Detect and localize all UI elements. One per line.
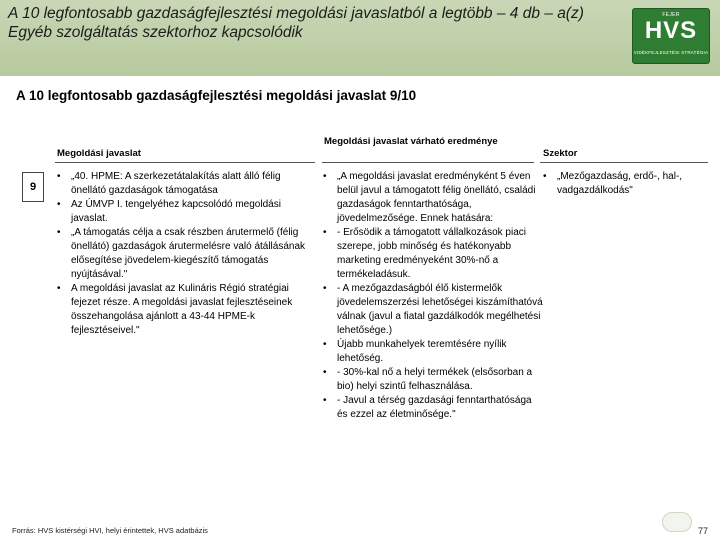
column-header-sector: Szektor [543,148,578,159]
footer-source: Forrás: HVS kistérségi HVI, helyi érintettek, HVS adatbázis [12,526,208,535]
result-item: • - Javul a térség gazdasági fenntarthatósága és ezzel az életminősége." [322,394,544,422]
proposal-item: • „40. HPME: A szerkezetátalakítás alatt álló félig önellátó gazdaságok támogatása [56,170,318,198]
footer-emblem-icon [662,512,692,532]
proposal-list [56,170,318,338]
proposal-item: • „A támogatás célja a csak részben árutermelő (félig önellátó) gazdaságok árutermelésre való átállásának elősegítése jövedelem-kiegészítő támogatás nyújtásával." [56,226,318,282]
hvs-logo [632,8,710,64]
result-item: • Újabb munkahelyek teremtésére nyílik lehetőség. [322,338,544,366]
header-divider-result [322,162,534,163]
section-title: A 10 legfontosabb gazdaságfejlesztési megoldási javaslat 9/10 [16,88,417,103]
sector-list [542,170,712,198]
row-number: 9 [22,172,44,202]
logo-main-text: HVS [644,17,698,44]
result-item: • - Erősödik a támogatott vállalkozások piaci szerepe, jobb minőség és hatékonyabb marketing eredményeként 30%-nő a termékeladásuk. [322,226,544,282]
sector-item: • „Mezőgazdaság, erdő-, hal-, vadgazdálkodás" [542,170,712,198]
proposal-item: • A megoldási javaslat az Kulináris Régió stratégiai fejezet része. A megoldási javaslat fejlesztéseinek összehangolása ajánlott a 43-44 HPME-k fejlesztéseivel." [56,282,318,338]
result-item: • - 30%-kal nő a helyi termékek (elsősorban a bio) helyi szintű felhasználása. [322,366,544,394]
result-list [322,170,544,422]
result-item: • - A mezőgazdaságból élő kistermelők jövedelemszerzési lehetőségei kiszámíthatóvá válnak (javul a fiatal gazdálkodók megélhetési lehetősége.) [322,282,544,338]
result-item: • „A megoldási javaslat eredményként 5 éven belül javul a támogatott félig önellátó, családi gazdaságok fenntarthatósága, jövedelmezősége. Ennek hatására: [322,170,544,226]
column-header-expected-result: Megoldási javaslat várható eredménye [324,136,498,147]
header-divider-sector [540,162,708,163]
proposal-item: • Az ÚMVP I. tengelyéhez kapcsolódó megoldási javaslat. [56,198,318,226]
logo-top-text: FEJER [662,12,680,18]
column-header-proposal: Megoldási javaslat [57,148,141,159]
header-divider-proposal [55,162,315,163]
logo-bottom-text: VIDÉKFEJLESZTÉSI STRATÉGIA [633,50,709,55]
page-number: 77 [698,526,709,536]
slide-title: A 10 legfontosabb gazdaságfejlesztési megoldási javaslatból a legtöbb – 4 db – a(z) Egyéb szolgáltatás szektorhoz kapcsolódik [8,5,584,41]
